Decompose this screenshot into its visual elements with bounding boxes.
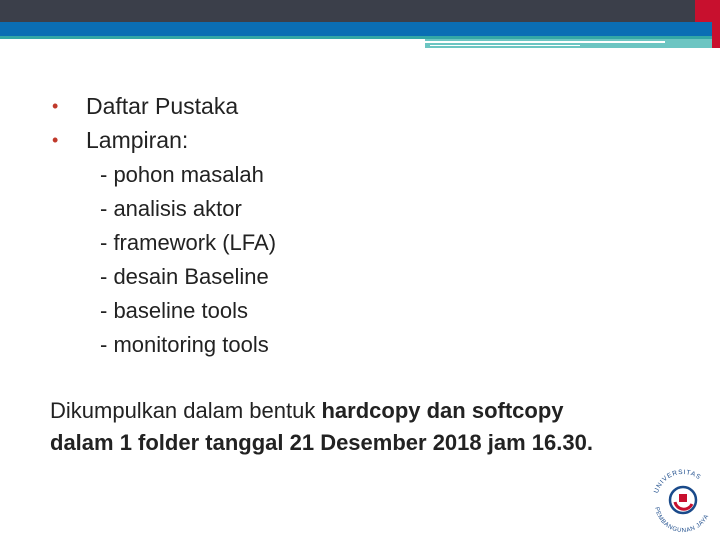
bullet-icon: •	[52, 130, 59, 150]
header-line	[430, 45, 580, 46]
bullet-item	[52, 125, 188, 155]
svg-text:UNIVERSITAS: UNIVERSITAS	[652, 468, 703, 495]
note-text: Dikumpulkan dalam bentuk	[50, 398, 322, 423]
note-line-2	[50, 428, 593, 458]
lampiran-item: - monitoring tools	[100, 332, 269, 357]
header-bar-dark	[0, 0, 720, 22]
note-bold-text: hardcopy dan softcopy	[321, 398, 564, 423]
bullet-text: Daftar Pustaka	[86, 93, 239, 119]
header-bar-red-edge	[712, 0, 720, 48]
lampiran-item: - analisis aktor	[100, 196, 242, 221]
bullet-icon: •	[52, 96, 59, 116]
university-logo	[645, 460, 720, 536]
svg-text:PEMBANGUNAN JAYA: PEMBANGUNAN JAYA	[653, 506, 711, 535]
lampiran-item: - framework (LFA)	[100, 230, 277, 255]
lampiran-item: - baseline tools	[100, 298, 248, 323]
bullet-text: Lampiran:	[86, 127, 189, 153]
bullet-item	[52, 91, 238, 121]
header-bar-blue	[0, 22, 712, 36]
header-line	[425, 41, 665, 43]
note-line-1	[50, 396, 564, 426]
note-bold-text: dalam 1 folder tanggal 21 Desember 2018 jam 16.30.	[50, 430, 593, 455]
lampiran-item: - desain Baseline	[100, 264, 269, 289]
lampiran-item: - pohon masalah	[100, 162, 264, 187]
